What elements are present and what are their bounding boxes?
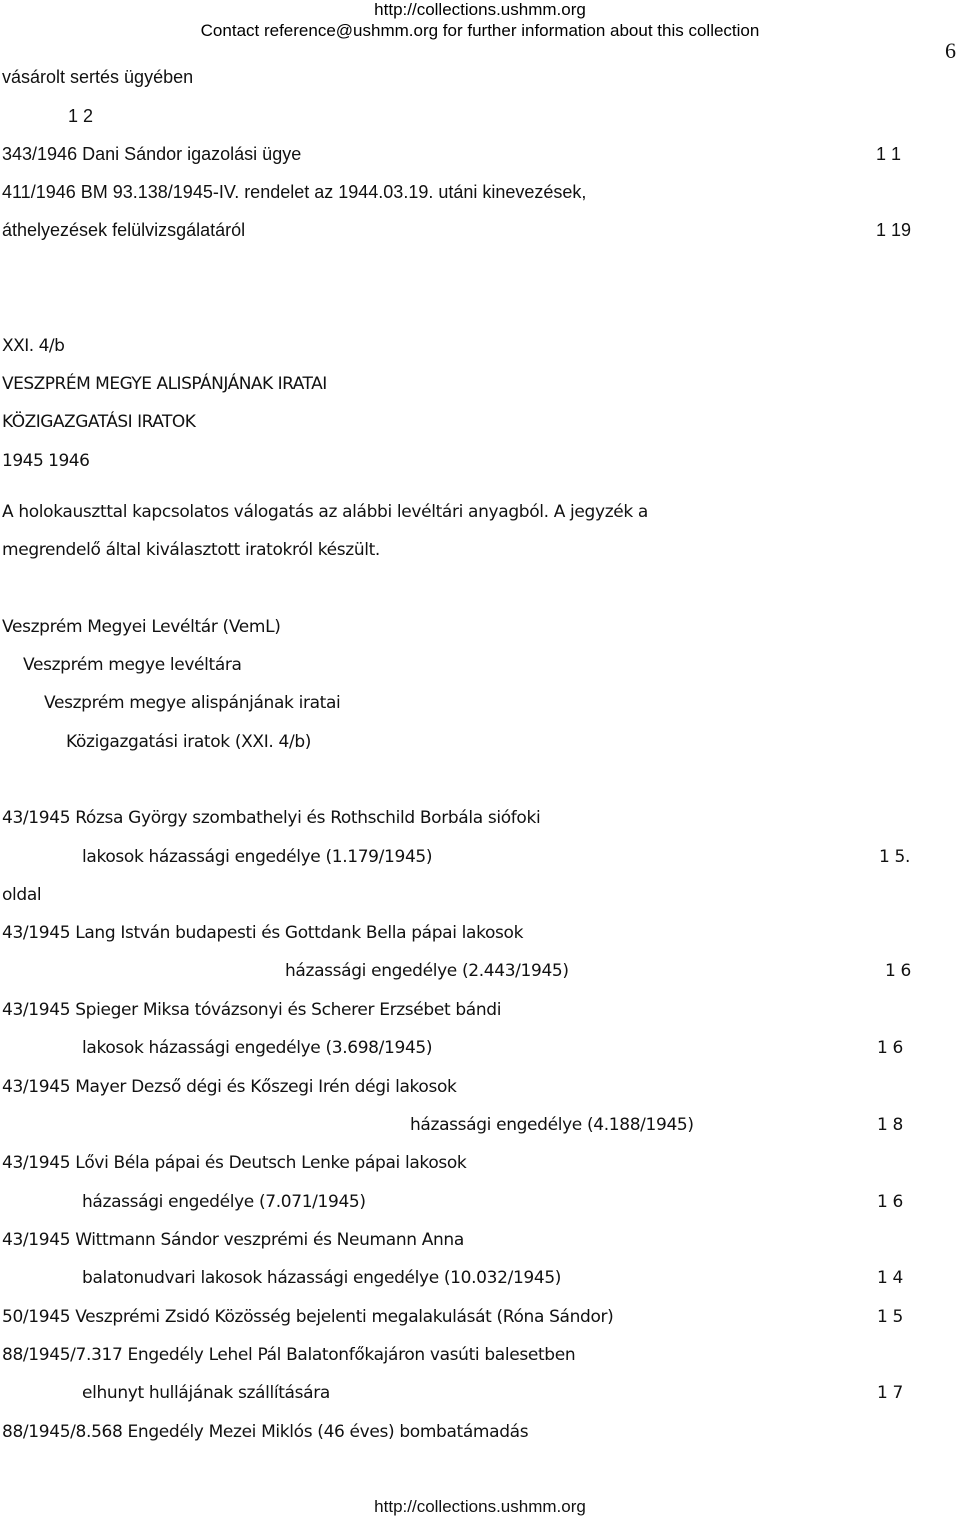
record-ref: 1 7 [877,1383,903,1403]
section-intro: A holokauszttal kapcsolatos válogatás az alábbi levéltári anyagból. A jegyzék a [2,502,648,522]
record-ref: 1 6 [885,961,911,981]
section-code: XXI. 4/b [2,336,65,356]
entry-ref: 1 2 [68,106,94,126]
hierarchy-level-4: Közigazgatási iratok (XXI. 4/b) [66,732,312,752]
record-continuation: házassági engedélye (2.443/1945) [285,961,569,981]
record-continuation: elhunyt hullájának szállítására [82,1383,330,1403]
record-ref: 1 5. [879,847,911,867]
record-title: 88/1945/8.568 Engedély Mezei Miklós (46 éves) bombatámadás [2,1422,529,1442]
record-title: 88/1945/7.317 Engedély Lehel Pál Balatonfőkajáron vasúti balesetben [2,1345,576,1365]
header-contact: Contact reference@ushmm.org for further information about this collection [200,21,760,40]
record-ref: 1 6 [877,1038,903,1058]
record-title: 50/1945 Veszprémi Zsidó Közösség bejelenti megalakulását (Róna Sándor) [2,1307,614,1327]
section-intro: megrendelő által kiválasztott iratokról készült. [2,540,380,560]
record-continuation: lakosok házassági engedélye (1.179/1945) [82,847,433,867]
record-continuation: balatonudvari lakosok házassági engedélye (10.032/1945) [82,1268,562,1288]
section-title: VESZPRÉM MEGYE ALISPÁNJÁNAK IRATAI [2,374,327,394]
header-url[interactable]: http://collections.ushmm.org [374,0,586,19]
section-years: 1945 1946 [2,451,90,471]
record-title: 43/1945 Spieger Miksa tóvázsonyi és Scherer Erzsébet bándi [2,1000,502,1020]
record-ref: 1 8 [877,1115,903,1135]
record-title: 43/1945 Mayer Dezső dégi és Kőszegi Irén dégi lakosok [2,1077,457,1097]
record-ref: 1 6 [877,1192,903,1212]
record-continuation: házassági engedélye (7.071/1945) [82,1192,366,1212]
record-ref: 1 4 [877,1268,903,1288]
entry-line: áthelyezések felülvizsgálatáról [2,220,246,240]
entry-ref: 1 19 [876,220,912,240]
record-title: 43/1945 Rózsa György szombathelyi és Rothschild Borbála siófoki [2,808,541,828]
record-ref: 1 5 [877,1307,903,1327]
record-title: 43/1945 Lang István budapesti és Gottdank Bella pápai lakosok [2,923,524,943]
page-number: 6 [945,38,956,63]
entry-line: 411/1946 BM 93.138/1945-IV. rendelet az 1944.03.19. utáni kinevezések, [2,182,587,202]
footer-url[interactable]: http://collections.ushmm.org [374,1497,586,1516]
entry-ref: 1 1 [876,144,902,164]
record-title: 43/1945 Lővi Béla pápai és Deutsch Lenke pápai lakosok [2,1153,467,1173]
record-continuation: lakosok házassági engedélye (3.698/1945) [82,1038,433,1058]
entry-line: vásárolt sertés ügyében [2,67,194,87]
section-subtitle: KÖZIGAZGATÁSI IRATOK [2,412,196,432]
hierarchy-level-1: Veszprém Megyei Levéltár (VemL) [2,617,281,637]
record-continuation: oldal [2,885,42,905]
record-title: 43/1945 Wittmann Sándor veszprémi és Neumann Anna [2,1230,464,1250]
hierarchy-level-2: Veszprém megye levéltára [23,655,242,675]
record-continuation: házassági engedélye (4.188/1945) [410,1115,694,1135]
hierarchy-level-3: Veszprém megye alispánjának iratai [44,693,341,713]
entry-line: 343/1946 Dani Sándor igazolási ügye [2,144,302,164]
